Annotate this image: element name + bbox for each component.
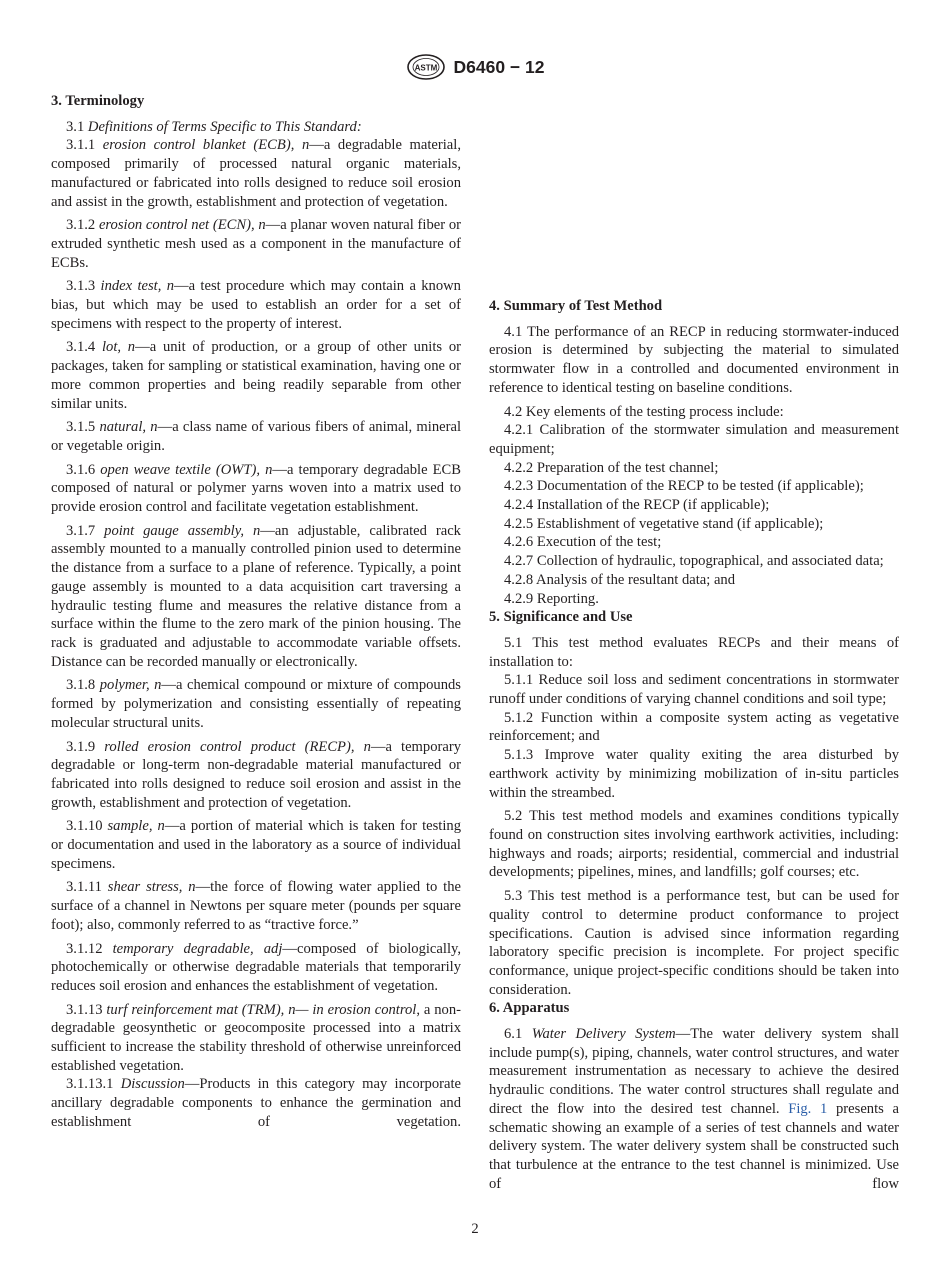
paragraph-3-1-7: 3.1.7 point gauge assembly, n—an adjustable, calibrated rack assembly mounted to a manually controlled pinion used to determine the distance from a surface to a plane of reference. Typically, a point gauge assembly is mounted to a data acquisition cart traversing a hydraulic testing flume and measures the relative distance from a surface within the flume to the zero mark of the pinion housing. The rack is graduated and adjustable to accommodate variable offsets. Distance can be recorded manually or electronically. (51, 522, 461, 670)
paragraph-5-1-3: 5.1.3 Improve water quality exiting the area disturbed by earthwork activity by minimizing mobilization of in-situ particles within the streambed. (489, 747, 899, 801)
left-column (51, 92, 461, 1132)
astm-logo-icon (406, 53, 446, 81)
list-item: 4.2.4 Installation of the RECP (if applicable); (504, 497, 770, 514)
paragraph-4-1: 4.1 The performance of an RECP in reducing stormwater-induced erosion is determined by subjecting the material to simulated stormwater flow in a controlled and documented environment in reference to identical testing on baseline conditions. (489, 323, 899, 396)
svg-text:ASTM: ASTM (414, 63, 437, 73)
paragraph-3-1-8: 3.1.8 polymer, n—a chemical compound or mixture of compounds formed by polymerization and consisting essentially of repeating molecular structural units. (51, 677, 461, 731)
section-4-heading: 4. Summary of Test Method (489, 298, 663, 314)
paragraph-3-1-13: 3.1.13 turf reinforcement mat (TRM), n— in erosion control, a non-degradable geosynthetic or geocomposite processed into a matrix sufficient to increase the stability threshold of otherwise unreinforced established vegetation. (51, 1001, 461, 1074)
paragraph-3-1-2: 3.1.2 erosion control net (ECN), n—a planar woven natural fiber or extruded synthetic mesh used as a component in the manufacture of ECBs. (51, 217, 461, 271)
list-item: 4.2.2 Preparation of the test channel; (504, 459, 719, 476)
paragraph-5-1-1: 5.1.1 Reduce soil loss and sediment concentrations in stormwater runoff under conditions of varying channel conditions and soil type; (489, 672, 899, 708)
paragraph-3-1: 3.1 Definitions of Terms Specific to This Standard: (66, 118, 362, 135)
carryover-spacer (489, 92, 899, 297)
page-number: 2 (471, 1221, 479, 1237)
paragraph-3-1-13-1: 3.1.13.1 Discussion—Products in this category may incorporate ancillary degradable components to enhance the germination and establishment of vegetation. (51, 1076, 461, 1130)
section-5-heading: 5. Significance and Use (489, 609, 633, 626)
right-column (489, 92, 899, 1193)
paragraph-5-1: 5.1 This test method evaluates RECPs and their means of installation to: (489, 634, 899, 670)
list-item: 4.2.3 Documentation of the RECP to be tested (if applicable); (504, 478, 864, 495)
list-item: 4.2.9 Reporting. (504, 590, 599, 607)
paragraph-3-1-4: 3.1.4 lot, n—a unit of production, or a group of other units or packages, taken for sampling or statistical examination, having one or more common properties and being readily separable from other similar units. (51, 339, 461, 412)
list-item: 4.2.1 Calibration of the stormwater simulation and measurement equipment; (489, 422, 899, 457)
list-item: 4.2.7 Collection of hydraulic, topographical, and associated data; (504, 553, 884, 570)
standard-designation: D6460 − 12 (453, 56, 545, 77)
paragraph-5-2: 5.2 This test method models and examines conditions typically found on construction sites involving earthwork activities, including: highways and roads; airports; residential, commercial and industrial developments; pipelines, mines, and landfills; golf courses; etc. (489, 808, 899, 881)
page-header (0, 53, 950, 85)
section-6-heading: 6. Apparatus (489, 1000, 570, 1017)
paragraph-3-1-1: 3.1.1 erosion control blanket (ECB), n—a degradable material, composed primarily of processed natural organic materials, manufactured or fabricated into rolls designed to reduce soil erosion and assist in the growth, establishment and protection of vegetation. (51, 137, 461, 210)
paragraph-3-1-3: 3.1.3 index test, n—a test procedure which may contain a known bias, but which may be used to establish an order for a set of specimens with respect to the property of interest. (51, 278, 461, 332)
paragraph-3-1-10: 3.1.10 sample, n—a portion of material which is taken for testing or documentation and used in the laboratory as a source of individual specimens. (51, 818, 461, 872)
list-item: 4.2.5 Establishment of vegetative stand (if applicable); (504, 515, 824, 532)
list-item: 4.2.6 Execution of the test; (504, 534, 662, 551)
paragraph-3-1-5: 3.1.5 natural, n—a class name of various fibers of animal, mineral or vegetable origin. (51, 419, 462, 454)
figure-1-link[interactable]: Fig. 1 (788, 1100, 828, 1117)
paragraph-3-1-9: 3.1.9 rolled erosion control product (RECP), n—a temporary degradable or long-term non-degradable material manufactured or fabricated into rolls designed to reduce soil erosion and assist in the growth, establishment and protection of vegetation. (51, 738, 461, 811)
paragraph-3-1-6: 3.1.6 open weave textile (OWT), n—a temporary degradable ECB composed of natural or polymer yarns woven into a matrix used to provide erosion control and facilitate vegetation establishment. (51, 461, 461, 516)
paragraph-5-3: 5.3 This test method is a performance test, but can be used for quality control to determine product conformance to project specifications. Caution is advised since information regarding laboratory specific precision is incomplete. For project specific conformance, unique project-specific conditions should be taken into consideration. (489, 888, 899, 998)
paragraph-6-1: 6.1 Water Delivery System—The water delivery system shall include pump(s), piping, channels, water control structures, and water measurement instrumentation as necessary to achieve the desired hydraulic conditions. The water control structures shall regulate and direct the flow into the desired test channel. Fig. 1 presents a schematic showing an example of a series of test channels and water delivery system. The water delivery system shall be constructed such that turbulence at the entrance to the test channel is minimized. Use of flow (489, 1026, 900, 1192)
paragraph-5-1-2: 5.1.2 Function within a composite system acting as vegetative reinforcement; and (489, 709, 899, 745)
paragraph-3-1-12: 3.1.12 temporary degradable, adj—composed of biologically, photochemically or otherwise degradable materials that temporarily reduces soil erosion and enhances the establishment of vegetation. (51, 940, 461, 994)
section-3-heading: 3. Terminology (51, 93, 145, 109)
paragraph-4-2: 4.2 Key elements of the testing process include: (504, 403, 784, 420)
paragraph-3-1-11: 3.1.11 shear stress, n—the force of flowing water applied to the surface of a channel in Newtons per square meter (pounds per square foot); also, commonly referred to as “tractive force.” (51, 879, 461, 933)
list-item: 4.2.8 Analysis of the resultant data; and (504, 571, 736, 588)
